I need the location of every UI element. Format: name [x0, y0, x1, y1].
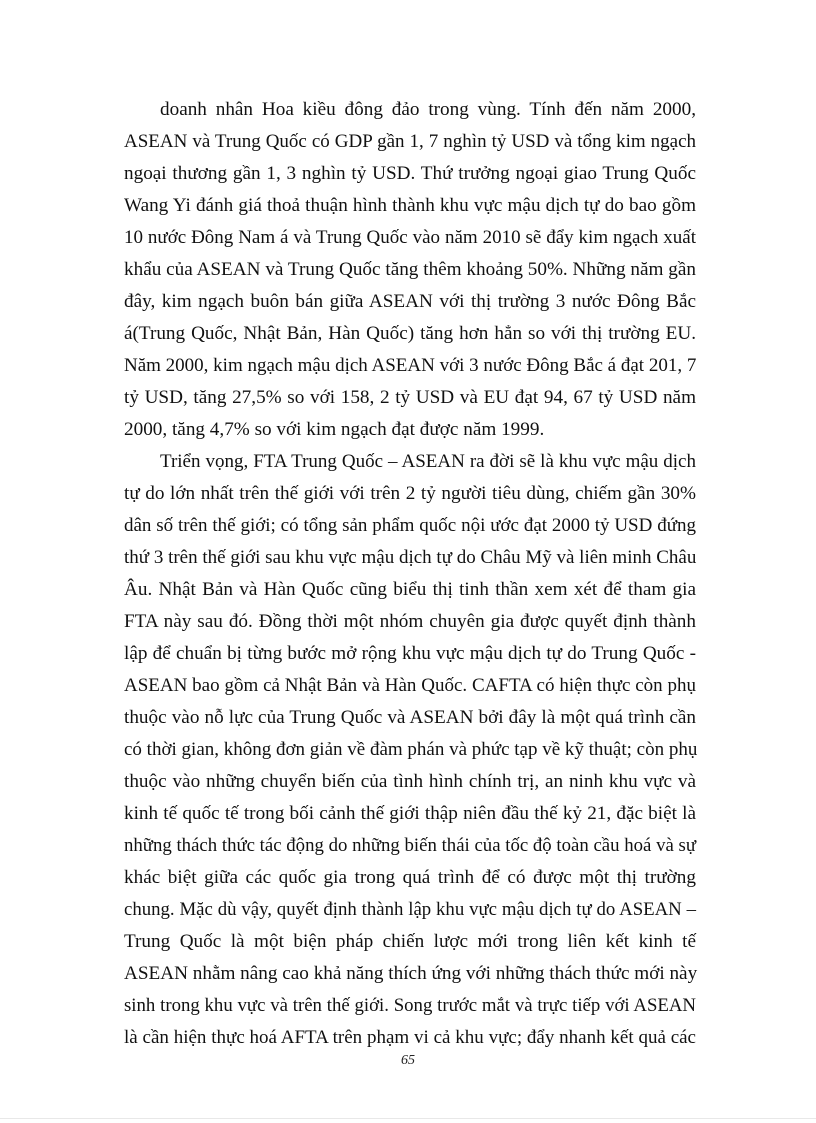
- paragraph-2-line-2: tự do lớn nhất trên thế giới với trên 2 tỷ người tiêu dùng, chiếm gần 30%: [124, 483, 696, 504]
- paragraph-1-line-10: tỷ USD, tăng 27,5% so với 158, 2 tỷ USD và EU đạt 94, 67 tỷ USD năm: [124, 387, 696, 408]
- paragraph-1-line-7: đây, kim ngạch buôn bán giữa ASEAN với thị trường 3 nước Đông Bắc: [124, 291, 696, 312]
- page-bottom-edge: [0, 1118, 816, 1119]
- paragraph-2-line-19: là cần hiện thực hoá AFTA trên phạm vi cả khu vực; đẩy nhanh kết quả các: [124, 1027, 696, 1048]
- paragraph-2-line-10: có thời gian, không đơn giản về đàm phán và phức tạp về kỹ thuật; còn phụ: [124, 739, 698, 760]
- paragraph-2-line-13: những thách thức tác động do những biến thái của tốc độ toàn cầu hoá và sự: [124, 835, 696, 856]
- paragraph-2-line-5: Âu. Nhật Bản và Hàn Quốc cũng biểu thị tinh thần xem xét để tham gia: [124, 579, 696, 600]
- paragraph-2-line-6: FTA này sau đó. Đồng thời một nhóm chuyên gia được quyết định thành: [124, 611, 696, 632]
- paragraph-1-line-2: ASEAN và Trung Quốc có GDP gần 1, 7 nghìn tỷ USD và tổng kim ngạch: [124, 131, 696, 152]
- paragraph-2-line-12: kinh tế quốc tế trong bối cảnh thế giới thập niên đầu thế kỷ 21, đặc biệt là: [124, 803, 696, 824]
- paragraph-1-line-11: 2000, tăng 4,7% so với kim ngạch đạt được năm 1999.: [124, 419, 545, 440]
- paragraph-2-line-15: chung. Mặc dù vậy, quyết định thành lập khu vực mậu dịch tự do ASEAN –: [124, 899, 696, 920]
- page-number: 65: [401, 1053, 415, 1068]
- paragraph-2-line-8: ASEAN bao gồm cả Nhật Bản và Hàn Quốc. CAFTA có hiện thực còn phụ: [124, 675, 696, 696]
- paragraph-1-line-1: doanh nhân Hoa kiều đông đảo trong vùng. Tính đến năm 2000,: [160, 99, 696, 120]
- paragraph-1-line-5: 10 nước Đông Nam á và Trung Quốc vào năm 2010 sẽ đẩy kim ngạch xuất: [124, 227, 696, 248]
- paragraph-1-line-6: khẩu của ASEAN và Trung Quốc tăng thêm khoảng 50%. Những năm gần: [124, 259, 696, 280]
- paragraph-2-line-9: thuộc vào nỗ lực của Trung Quốc và ASEAN bởi đây là một quá trình cần: [124, 707, 696, 728]
- paragraph-2-line-3: dân số trên thế giới; có tổng sản phẩm quốc nội ước đạt 2000 tỷ USD đứng: [124, 515, 696, 536]
- paragraph-2-line-1: Triển vọng, FTA Trung Quốc – ASEAN ra đời sẽ là khu vực mậu dịch: [160, 451, 696, 472]
- paragraph-1-line-4: Wang Yi đánh giá thoả thuận hình thành khu vực mậu dịch tự do bao gồm: [124, 195, 696, 216]
- paragraph-2-line-11: thuộc vào những chuyển biến của tình hình chính trị, an ninh khu vực và: [124, 771, 696, 792]
- paragraph-2-line-4: thứ 3 trên thế giới sau khu vực mậu dịch tự do Châu Mỹ và liên minh Châu: [124, 547, 697, 568]
- paragraph-2-line-16: Trung Quốc là một biện pháp chiến lược mới trong liên kết kinh tế: [124, 931, 696, 952]
- paragraph-1-line-8: á(Trung Quốc, Nhật Bản, Hàn Quốc) tăng hơn hẳn so với thị trường EU.: [124, 323, 696, 344]
- paragraph-2-line-7: lập để chuẩn bị từng bước mở rộng khu vực mậu dịch tự do Trung Quốc -: [124, 643, 696, 664]
- paragraph-1-line-3: ngoại thương gần 1, 3 nghìn tỷ USD. Thứ trưởng ngoại giao Trung Quốc: [124, 163, 696, 184]
- paragraph-2-line-17: ASEAN nhằm nâng cao khả năng thích ứng với những thách thức mới này: [124, 963, 698, 984]
- paragraph-2-line-14: khác biệt giữa các quốc gia trong quá trình để có được một thị trường: [124, 867, 696, 888]
- paragraph-1-line-9: Năm 2000, kim ngạch mậu dịch ASEAN với 3 nước Đông Bắc á đạt 201, 7: [124, 355, 697, 376]
- paragraph-2-line-18: sinh trong khu vực và trên thế giới. Song trước mắt và trực tiếp với ASEAN: [124, 995, 696, 1016]
